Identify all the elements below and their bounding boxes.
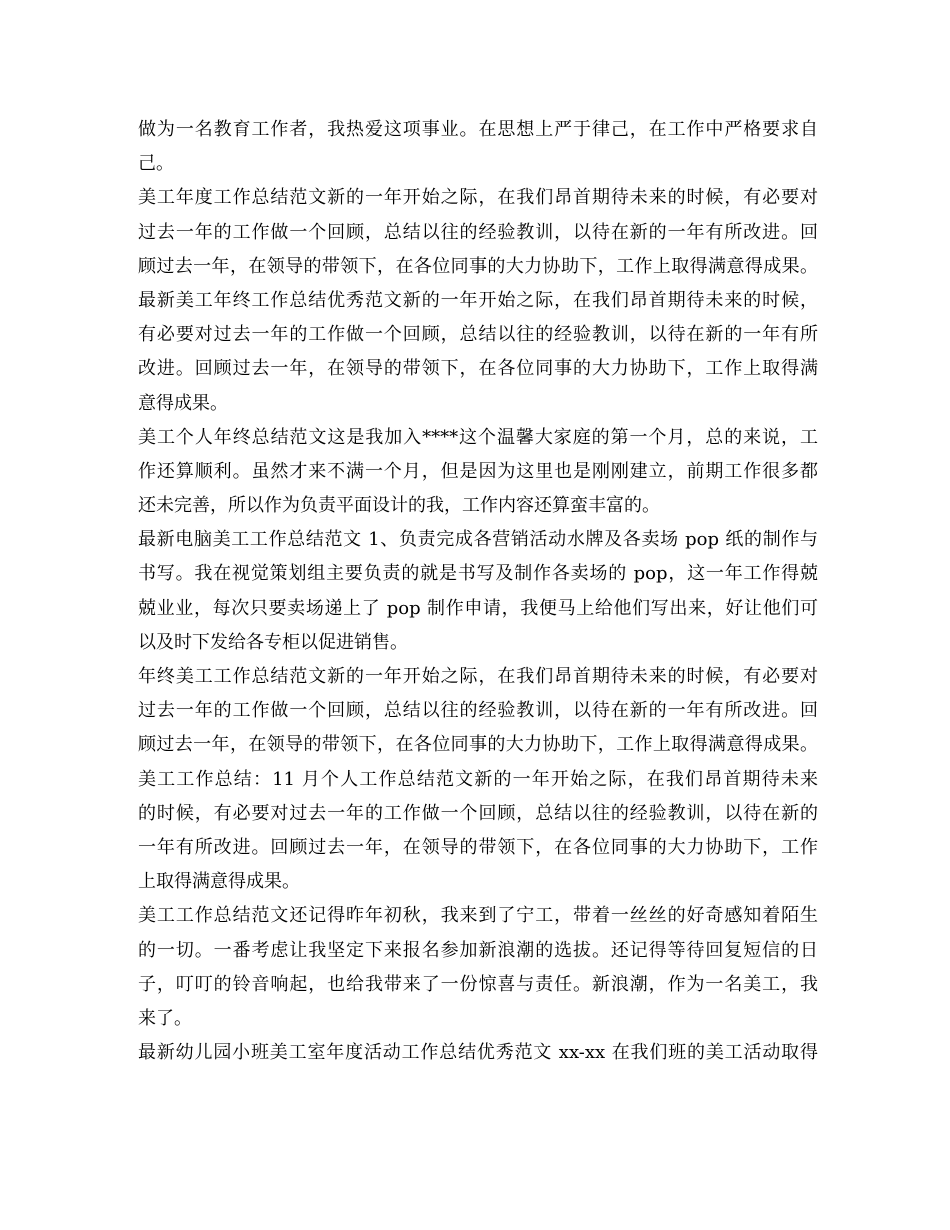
text-line: 最新美工年终工作总结优秀范文新的一年开始之际，在我们昂首期待未来的时候， <box>138 289 818 311</box>
text-line: 改进。回顾过去一年，在领导的带领下，在各位同事的大力协助下，工作上取得满 <box>138 358 818 380</box>
text-line: 兢业业，每次只要卖场递上了 pop 制作申请，我便马上给他们写出来，好让他们可 <box>138 597 818 619</box>
text-line: 做为一名教育工作者，我热爱这项事业。在思想上严于律己，在工作中严格要求自 <box>138 119 818 140</box>
text-line: 顾过去一年，在领导的带领下，在各位同事的大力协助下，工作上取得满意得成果。 <box>138 255 818 277</box>
text-line: 一年有所改进。回顾过去一年，在领导的带领下，在各位同事的大力协助下，工作 <box>138 836 818 858</box>
text-line: 作还算顺利。虽然才来不满一个月，但是因为这里也是刚刚建立，前期工作很多都 <box>138 460 818 482</box>
text-line: 美工年度工作总结范文新的一年开始之际，在我们昂首期待未来的时候，有必要对 <box>138 187 818 209</box>
text-line: 过去一年的工作做一个回顾，总结以往的经验教训，以待在新的一年有所改进。回 <box>138 221 818 243</box>
text-line: 还未完善，所以作为负责平面设计的我，工作内容还算蛮丰富的。 <box>138 495 660 517</box>
text-line: 美工个人年终总结范文这是我加入****这个温馨大家庭的第一个月，总的来说，工 <box>138 426 818 448</box>
text-line: 顾过去一年，在领导的带领下，在各位同事的大力协助下，工作上取得满意得成果。 <box>138 734 818 756</box>
text-line: 有必要对过去一年的工作做一个回顾，总结以往的经验教训，以待在新的一年有所 <box>138 324 818 346</box>
text-line: 的时候，有必要对过去一年的工作做一个回顾，总结以往的经验教训，以待在新的 <box>138 802 818 824</box>
text-line: 的一切。一番考虑让我坚定下来报名参加新浪潮的选拔。还记得等待回复短信的日 <box>138 939 818 961</box>
text-line: 过去一年的工作做一个回顾，总结以往的经验教训，以待在新的一年有所改进。回 <box>138 700 818 722</box>
document-body <box>138 113 818 1070</box>
text-line: 美工工作总结范文还记得昨年初秋，我来到了宁工，带着一丝丝的好奇感知着陌生 <box>138 905 818 927</box>
text-line: 最新电脑美工工作总结范文 1、负责完成各营销活动水牌及各卖场 pop 纸的制作与 <box>138 529 818 551</box>
text-line: 最新幼儿园小班美工室年度活动工作总结优秀范文 xx-xx 在我们班的美工活动取得 <box>138 1042 818 1064</box>
text-line: 来了。 <box>138 1007 192 1029</box>
text-line: 上取得满意得成果。 <box>138 871 300 893</box>
text-line: 意得成果。 <box>138 392 228 414</box>
text-line: 年终美工工作总结范文新的一年开始之际，在我们昂首期待未来的时候，有必要对 <box>138 666 818 687</box>
text-line: 美工工作总结：11 月个人工作总结范文新的一年开始之际，在我们昂首期待未来 <box>138 768 818 790</box>
text-line: 己。 <box>138 153 174 175</box>
text-line: 子，叮叮的铃音响起，也给我带来了一份惊喜与责任。新浪潮，作为一名美工，我 <box>138 973 818 995</box>
text-line: 书写。我在视觉策划组主要负责的就是书写及制作各卖场的 pop，这一年工作得兢 <box>138 563 818 585</box>
text-line: 以及时下发给各专柜以促进销售。 <box>138 631 408 653</box>
